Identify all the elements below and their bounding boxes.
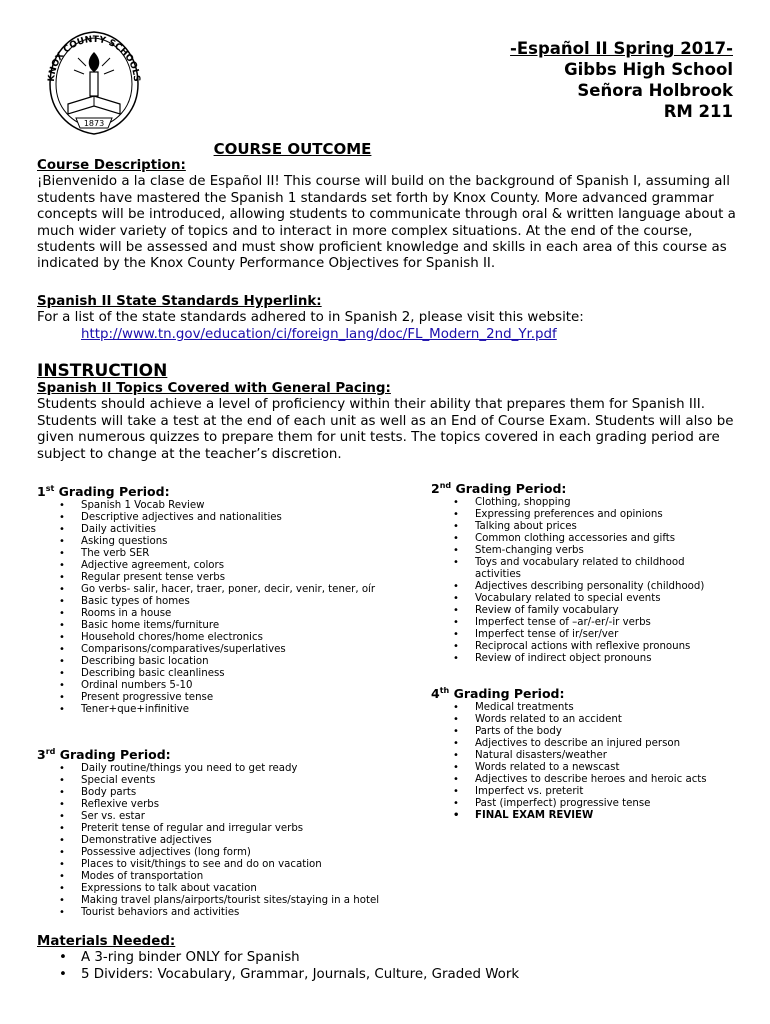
- list-item: • Descriptive adjectives and nationalities: [37, 512, 417, 524]
- period-3-topics: [37, 763, 417, 919]
- list-item: • Daily routine/things you need to get ready: [37, 763, 417, 775]
- list-item: • Talking about prices: [431, 521, 731, 533]
- list-item: • Modes of transportation: [37, 871, 417, 883]
- grading-period-2: [431, 478, 731, 665]
- list-item: • Describing basic cleanliness: [37, 668, 417, 680]
- list-item: • Natural disasters/weather: [431, 750, 731, 762]
- list-item: • 5 Dividers: Vocabulary, Grammar, Journals, Culture, Graded Work: [37, 967, 519, 983]
- list-item: • Words related to an accident: [431, 714, 731, 726]
- instruction-body: Students should achieve a level of proficiency within their ability that prepares them for Spanish III. Students will take a test at the end of each unit as well as an End of Course Exam. Students will also be given numerous quizzes to prepare them for unit tests. The topics covered in each grading period are subject to change at the teacher’s discretion.: [37, 397, 734, 462]
- list-item: • Past (imperfect) progressive tense: [431, 798, 731, 810]
- list-item: • Basic types of homes: [37, 596, 417, 608]
- list-item: • Preterit tense of regular and irregular verbs: [37, 823, 417, 835]
- list-item: • Daily activities: [37, 524, 417, 536]
- period-2-heading: 2nd Grading Period:: [431, 481, 567, 497]
- list-item: • Toys and vocabulary related to childhood activities: [431, 557, 731, 581]
- list-item: • Words related to a newscast: [431, 762, 731, 774]
- list-item: • Spanish 1 Vocab Review: [37, 500, 417, 512]
- list-item: • Clothing, shopping: [431, 497, 731, 509]
- list-item: • Comparisons/comparatives/superlatives: [37, 644, 417, 656]
- room-number: RM 211: [663, 102, 733, 121]
- list-item: • Demonstrative adjectives: [37, 835, 417, 847]
- list-item: • Common clothing accessories and gifts: [431, 533, 731, 545]
- list-item: • Present progressive tense: [37, 692, 417, 704]
- list-item: • Reflexive verbs: [37, 799, 417, 811]
- list-item: • Imperfect tense of ir/ser/ver: [431, 629, 731, 641]
- list-item: • Medical treatments: [431, 702, 731, 714]
- teacher-name: Señora Holbrook: [577, 81, 733, 100]
- list-item: • Reciprocal actions with reflexive pronouns: [431, 641, 731, 653]
- list-item: • Asking questions: [37, 536, 417, 548]
- list-item: • The verb SER: [37, 548, 417, 560]
- list-item: • Vocabulary related to special events: [431, 593, 731, 605]
- period-4-topics: [431, 702, 731, 822]
- list-item: • Household chores/home electronics: [37, 632, 417, 644]
- standards-heading: Spanish II State Standards Hyperlink:: [37, 294, 322, 309]
- course-description-heading: Course Description:: [37, 158, 186, 173]
- school-name: Gibbs High School: [564, 60, 733, 79]
- course-name: -Español II Spring 2017-: [510, 39, 733, 58]
- period-3-heading: 3rd Grading Period:: [37, 747, 171, 763]
- list-item: • Rooms in a house: [37, 608, 417, 620]
- list-item: • Tener+que+infinitive: [37, 704, 417, 716]
- list-item: • A 3-ring binder ONLY for Spanish: [37, 950, 519, 966]
- list-item: • Ser vs. estar: [37, 811, 417, 823]
- seal-text: KNOX COUNTY SCHOOLS: [46, 34, 142, 83]
- list-item: • Basic home items/furniture: [37, 620, 417, 632]
- grading-period-3: [37, 744, 417, 919]
- list-item: • Imperfect vs. preterit: [431, 786, 731, 798]
- materials-heading: Materials Needed:: [37, 934, 176, 949]
- grading-period-4: [431, 683, 731, 822]
- list-item: • Parts of the body: [431, 726, 731, 738]
- period-1-heading: 1st Grading Period:: [37, 484, 170, 500]
- list-item: • Expressing preferences and opinions: [431, 509, 731, 521]
- list-item: • FINAL EXAM REVIEW: [431, 810, 731, 822]
- standards-link[interactable]: http://www.tn.gov/education/ci/foreign_lang/doc/FL_Modern_2nd_Yr.pdf: [81, 326, 557, 342]
- list-item: • Review of family vocabulary: [431, 605, 731, 617]
- period-1-topics: [37, 500, 417, 716]
- instruction-section: [37, 361, 737, 463]
- seal-year: 1873: [83, 119, 105, 128]
- list-item: • Stem-changing verbs: [431, 545, 731, 557]
- list-item: • Adjectives to describe heroes and heroic acts: [431, 774, 731, 786]
- list-item: • Places to visit/things to see and do on vacation: [37, 859, 417, 871]
- instruction-heading: INSTRUCTION: [37, 361, 168, 381]
- course-description: [37, 158, 737, 273]
- list-item: • Go verbs- salir, hacer, traer, poner, decir, venir, tener, oír: [37, 584, 417, 596]
- list-item: • Ordinal numbers 5-10: [37, 680, 417, 692]
- list-item: • Body parts: [37, 787, 417, 799]
- period-2-topics: [431, 497, 731, 665]
- standards-body: For a list of the state standards adhered to in Spanish 2, please visit this website:: [37, 310, 584, 326]
- course-description-body: ¡Bienvenido a la clase de Español II! This course will build on the background of Spanish I, assuming all students have mastered the Spanish 1 standards set forth by Knox County. More advanced grammar concepts will be introduced, allowing students to communicate through oral & written language about a much wider variety of topics and to interact in more complex situations. At the end of the course, students will be assessed and must show proficient knowledge and skills in each area of this course as indicated by the Knox County Performance Objectives for Spanish II.: [37, 174, 736, 272]
- period-4-heading: 4th Grading Period:: [431, 686, 565, 702]
- list-item: • Adjectives describing personality (childhood): [431, 581, 731, 593]
- list-item: • Making travel plans/airports/tourist sites/staying in a hotel: [37, 895, 417, 907]
- list-item: • Review of indirect object pronouns: [431, 653, 731, 665]
- list-item: • Possessive adjectives (long form): [37, 847, 417, 859]
- knox-county-schools-seal: [38, 26, 150, 138]
- list-item: • Imperfect tense of –ar/-er/-ir verbs: [431, 617, 731, 629]
- list-item: • Expressions to talk about vacation: [37, 883, 417, 895]
- list-item: • Special events: [37, 775, 417, 787]
- topics-heading: Spanish II Topics Covered with General Pacing:: [37, 381, 391, 396]
- list-item: • Adjective agreement, colors: [37, 560, 417, 572]
- header-block: [510, 38, 733, 122]
- list-item: • Tourist behaviors and activities: [37, 907, 417, 919]
- materials-section: [37, 934, 519, 983]
- list-item: • Describing basic location: [37, 656, 417, 668]
- grading-period-1: [37, 481, 417, 716]
- list-item: • Regular present tense verbs: [37, 572, 417, 584]
- standards-section: [37, 294, 737, 343]
- list-item: • Adjectives to describe an injured person: [431, 738, 731, 750]
- course-outcome-title: COURSE OUTCOME: [213, 140, 372, 158]
- materials-list: [37, 950, 519, 983]
